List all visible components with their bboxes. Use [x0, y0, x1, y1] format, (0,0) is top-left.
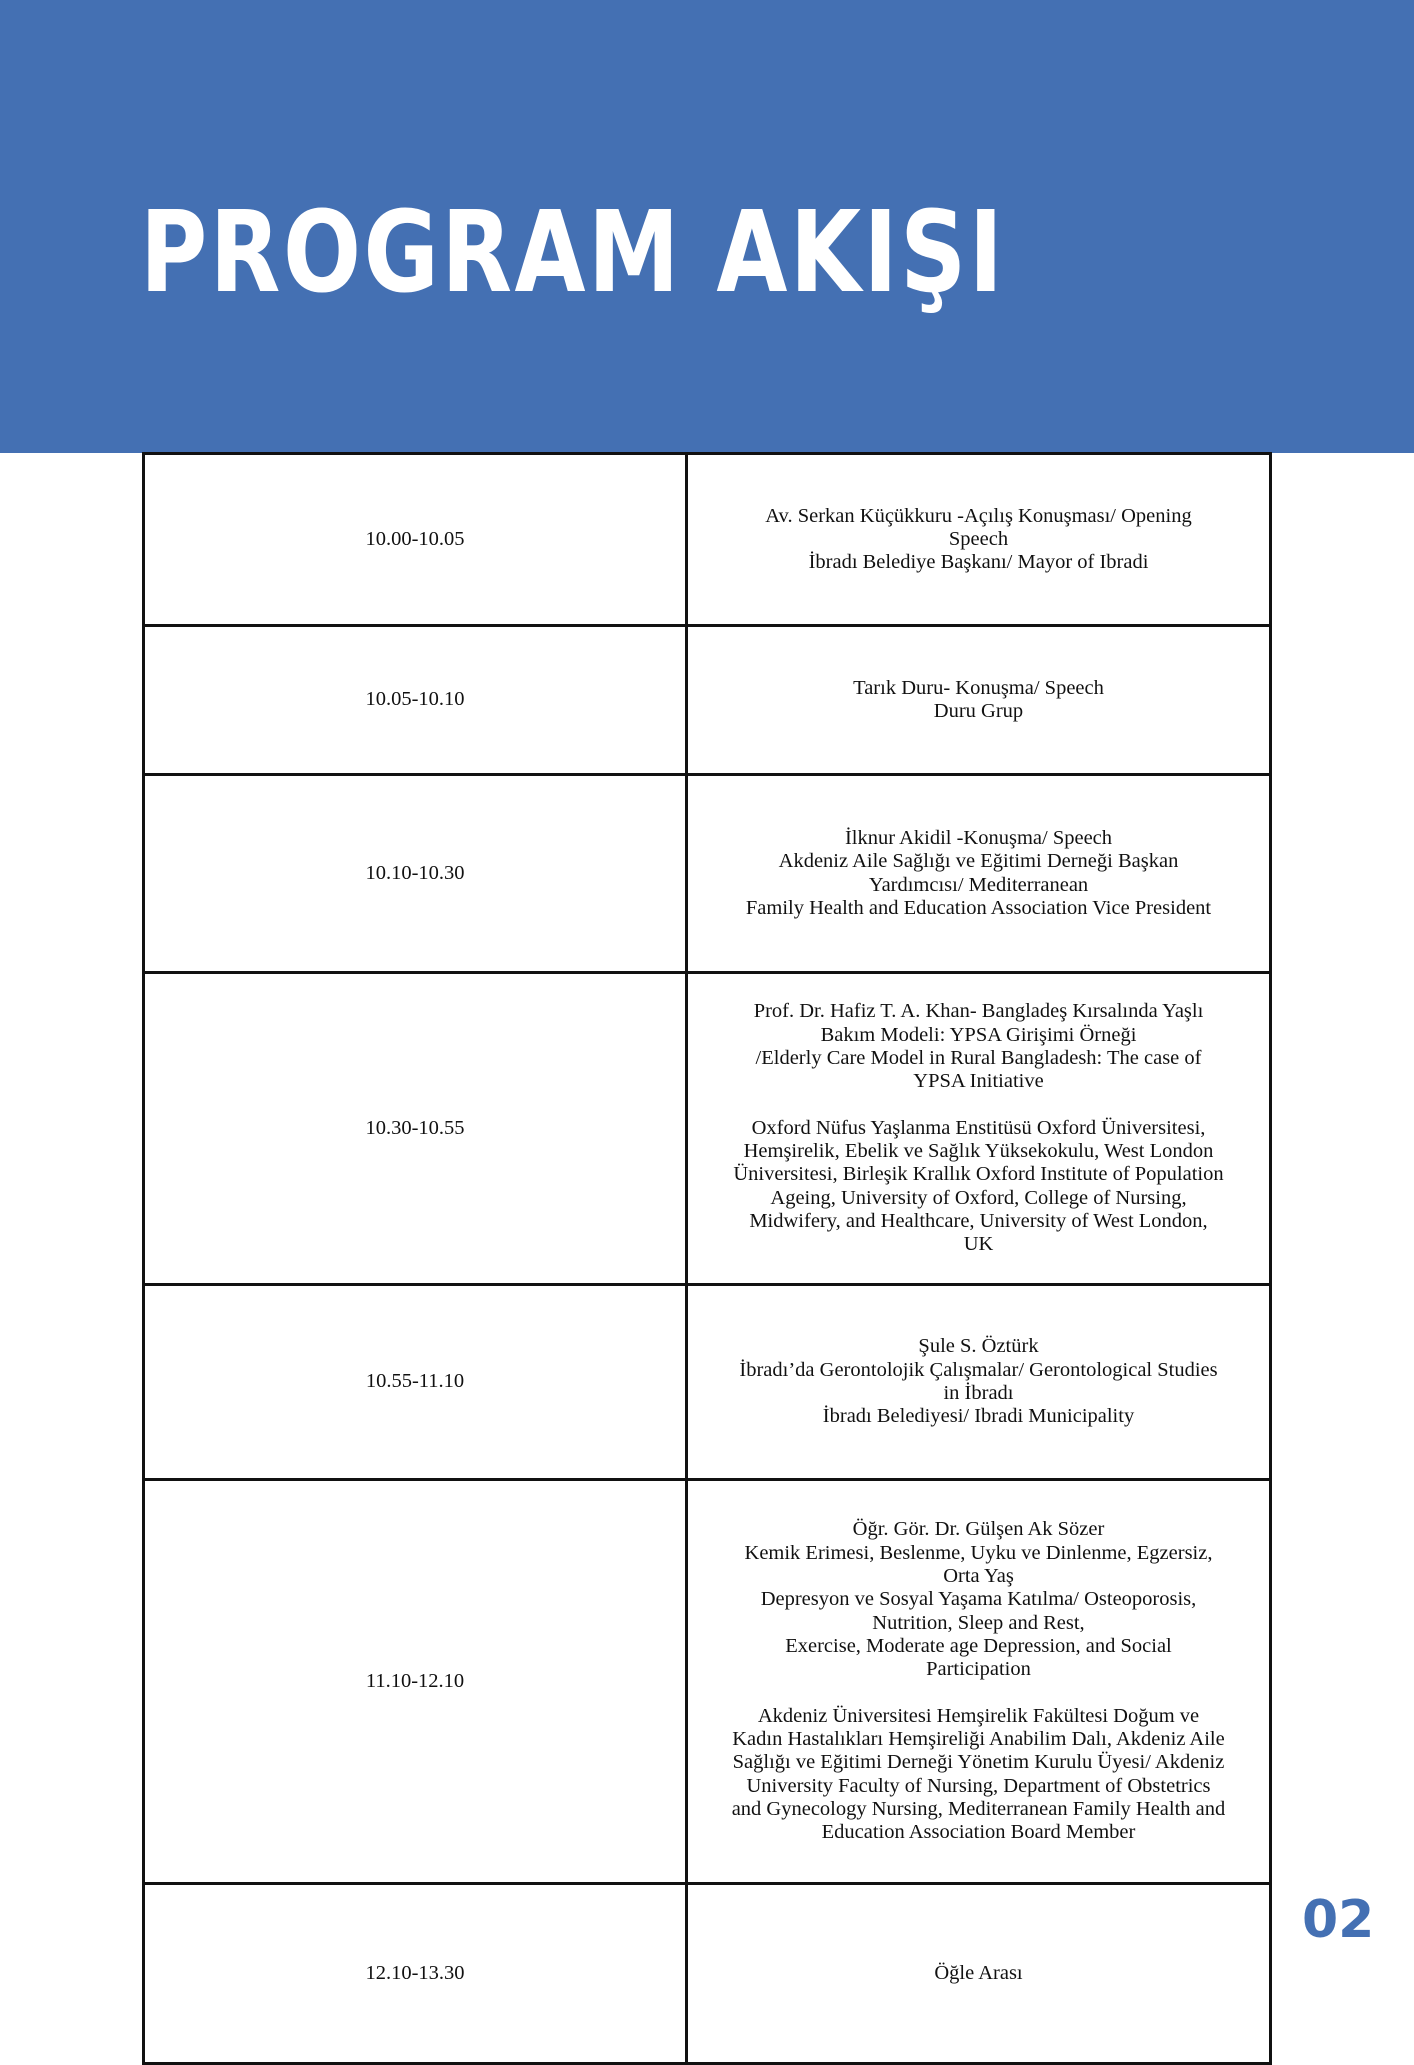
program-schedule-table	[142, 452, 1272, 2065]
page-title: PROGRAM AKIŞI	[140, 188, 1006, 318]
description-cell: Tarık Duru- Konuşma/ Speech Duru Grup	[687, 626, 1271, 775]
description-cell: Öğr. Gör. Dr. Gülşen Ak Sözer Kemik Erimesi, Beslenme, Uyku ve Dinlenme, Egzersiz, Orta Yaş Depresyon ve Sosyal Yaşama Katılma/ Osteoporosis, Nutrition, Sleep and Rest, Exercise, Moderate age Depression, and Social Participation Akdeniz Üniversitesi Hemşirelik Fakültesi Doğum ve Kadın Hastalıkları Hemşireliği Anabilim Dalı, Akdeniz Aile Sağlığı ve Eğitimi Derneği Yönetim Kurulu Üyesi/ Akdeniz University Faculty of Nursing, Department of Obstetrics and Gynecology Nursing, Mediterranean Family Health and Education Association Board Member	[687, 1480, 1271, 1884]
description-cell: İlknur Akidil -Konuşma/ Speech Akdeniz Aile Sağlığı ve Eğitimi Derneği Başkan Yardımcısı/ Mediterranean Family Health and Education Association Vice President	[687, 775, 1271, 973]
table-row	[144, 1884, 1271, 2064]
table-row	[144, 1480, 1271, 1884]
table-row	[144, 454, 1271, 626]
description-cell: Av. Serkan Küçükkuru -Açılış Konuşması/ Opening Speech İbradı Belediye Başkanı/ Mayor of Ibradi	[687, 454, 1271, 626]
time-cell: 10.00-10.05	[144, 454, 687, 626]
time-cell: 10.10-10.30	[144, 775, 687, 973]
table-row	[144, 626, 1271, 775]
time-cell: 10.30-10.55	[144, 973, 687, 1285]
description-cell: Şule S. Öztürk İbradı’da Gerontolojik Çalışmalar/ Gerontological Studies in İbradı İbradı Belediyesi/ Ibradi Municipality	[687, 1285, 1271, 1480]
page-number: 02	[1302, 1890, 1375, 1950]
header-banner	[0, 0, 1414, 453]
time-cell: 10.55-11.10	[144, 1285, 687, 1480]
table-row	[144, 775, 1271, 973]
table-row	[144, 1285, 1271, 1480]
table-row	[144, 973, 1271, 1285]
time-cell: 10.05-10.10	[144, 626, 687, 775]
description-cell: Prof. Dr. Hafiz T. A. Khan- Bangladeş Kırsalında Yaşlı Bakım Modeli: YPSA Girişimi Örneği /Elderly Care Model in Rural Bangladesh: The case of YPSA Initiative Oxford Nüfus Yaşlanma Enstitüsü Oxford Üniversitesi, Hemşirelik, Ebelik ve Sağlık Yüksekokulu, West London Üniversitesi, Birleşik Krallık Oxford Institute of Population Ageing, University of Oxford, College of Nursing, Midwifery, and Healthcare, University of West London, UK	[687, 973, 1271, 1285]
time-cell: 11.10-12.10	[144, 1480, 687, 1884]
description-cell: Öğle Arası	[687, 1884, 1271, 2064]
time-cell: 12.10-13.30	[144, 1884, 687, 2064]
